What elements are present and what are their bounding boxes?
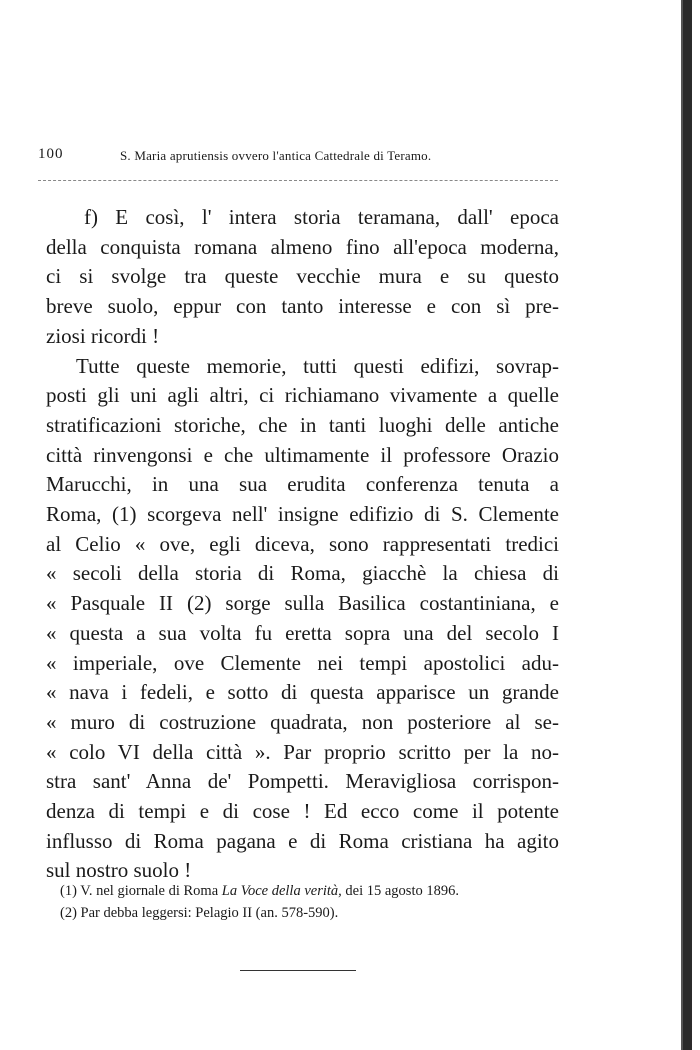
text-line: ci si svolge tra queste vecchie mura e su questo [46,264,559,289]
running-title: S. Maria aprutiensis ovvero l'antica Cattedrale di Teramo. [120,148,432,163]
footnote-1 [60,880,560,902]
text-line: « Pasquale II (2) sorge sulla Basilica costantiniana, e [46,591,559,616]
text-line: della conquista romana almeno fino all'epoca moderna, [46,234,559,259]
text-line: al Celio « ove, egli diceva, sono rappresentati tredici [46,531,559,556]
footnote-2: (2) Par debba leggersi: Pelagio II (an. 578-590). [60,905,339,921]
text-line: stratificazioni storiche, che in tanti luoghi delle antiche [46,412,559,437]
text-line: « colo VI della città ». Par proprio scritto per la no- [46,739,559,764]
text-line: ziosi ricordi ! [46,323,160,348]
end-rule [240,970,356,971]
text-line: « questa a sua volta fu eretta sopra una del secolo I [46,620,559,645]
paragraph-1 [46,203,559,352]
text-line: città rinvengonsi e che ultimamente il professore Orazio [46,442,559,467]
page-edge-shadow [681,0,692,1050]
body-text [46,203,559,886]
text-line: « muro di costruzione quadrata, non posteriore al se- [46,709,559,734]
text-line: f) E così, l' intera storia teramana, dall' epoca [84,205,559,229]
text-line: « nava i fedeli, e sotto di questa apparisce un grande [46,680,559,705]
header-rule [38,180,558,181]
text-line: Tutte queste memorie, tutti questi edifizi, sovrap- [76,353,559,378]
paragraph-2 [46,352,559,887]
text-line: stra sant' Anna de' Pompetti. Meravigliosa corrispon- [46,769,559,794]
text-line: « imperiale, ove Clemente nei tempi apostolici adu- [46,650,559,675]
text-line: breve suolo, eppur con tanto interesse e con sì pre- [46,294,559,319]
footnote-1-prefix: (1) V. nel giornale di Roma [60,883,222,899]
text-line: Marucchi, in una sua erudita conferenza tenuta a [46,472,559,497]
footnotes [60,880,560,924]
page-number: 100 [38,146,64,162]
text-line: posti gli uni agli altri, ci richiamano vivamente a quelle [46,383,559,408]
footnote-1-title: La Voce della verità, [221,883,342,899]
page-header [38,146,558,166]
text-line: « secoli della storia di Roma, giacchè la chiesa di [46,561,559,586]
text-line: denza di tempi e di cose ! Ed ecco come il potente [46,799,559,824]
text-line: Roma, (1) scorgeva nell' insigne edifizio di S. Clemente [46,502,559,527]
text-line: influsso di Roma pagana e di Roma cristiana ha agito [46,828,559,853]
text-line: sul nostro suolo ! [46,858,192,883]
footnote-1-suffix: dei 15 agosto 1896. [341,883,459,899]
